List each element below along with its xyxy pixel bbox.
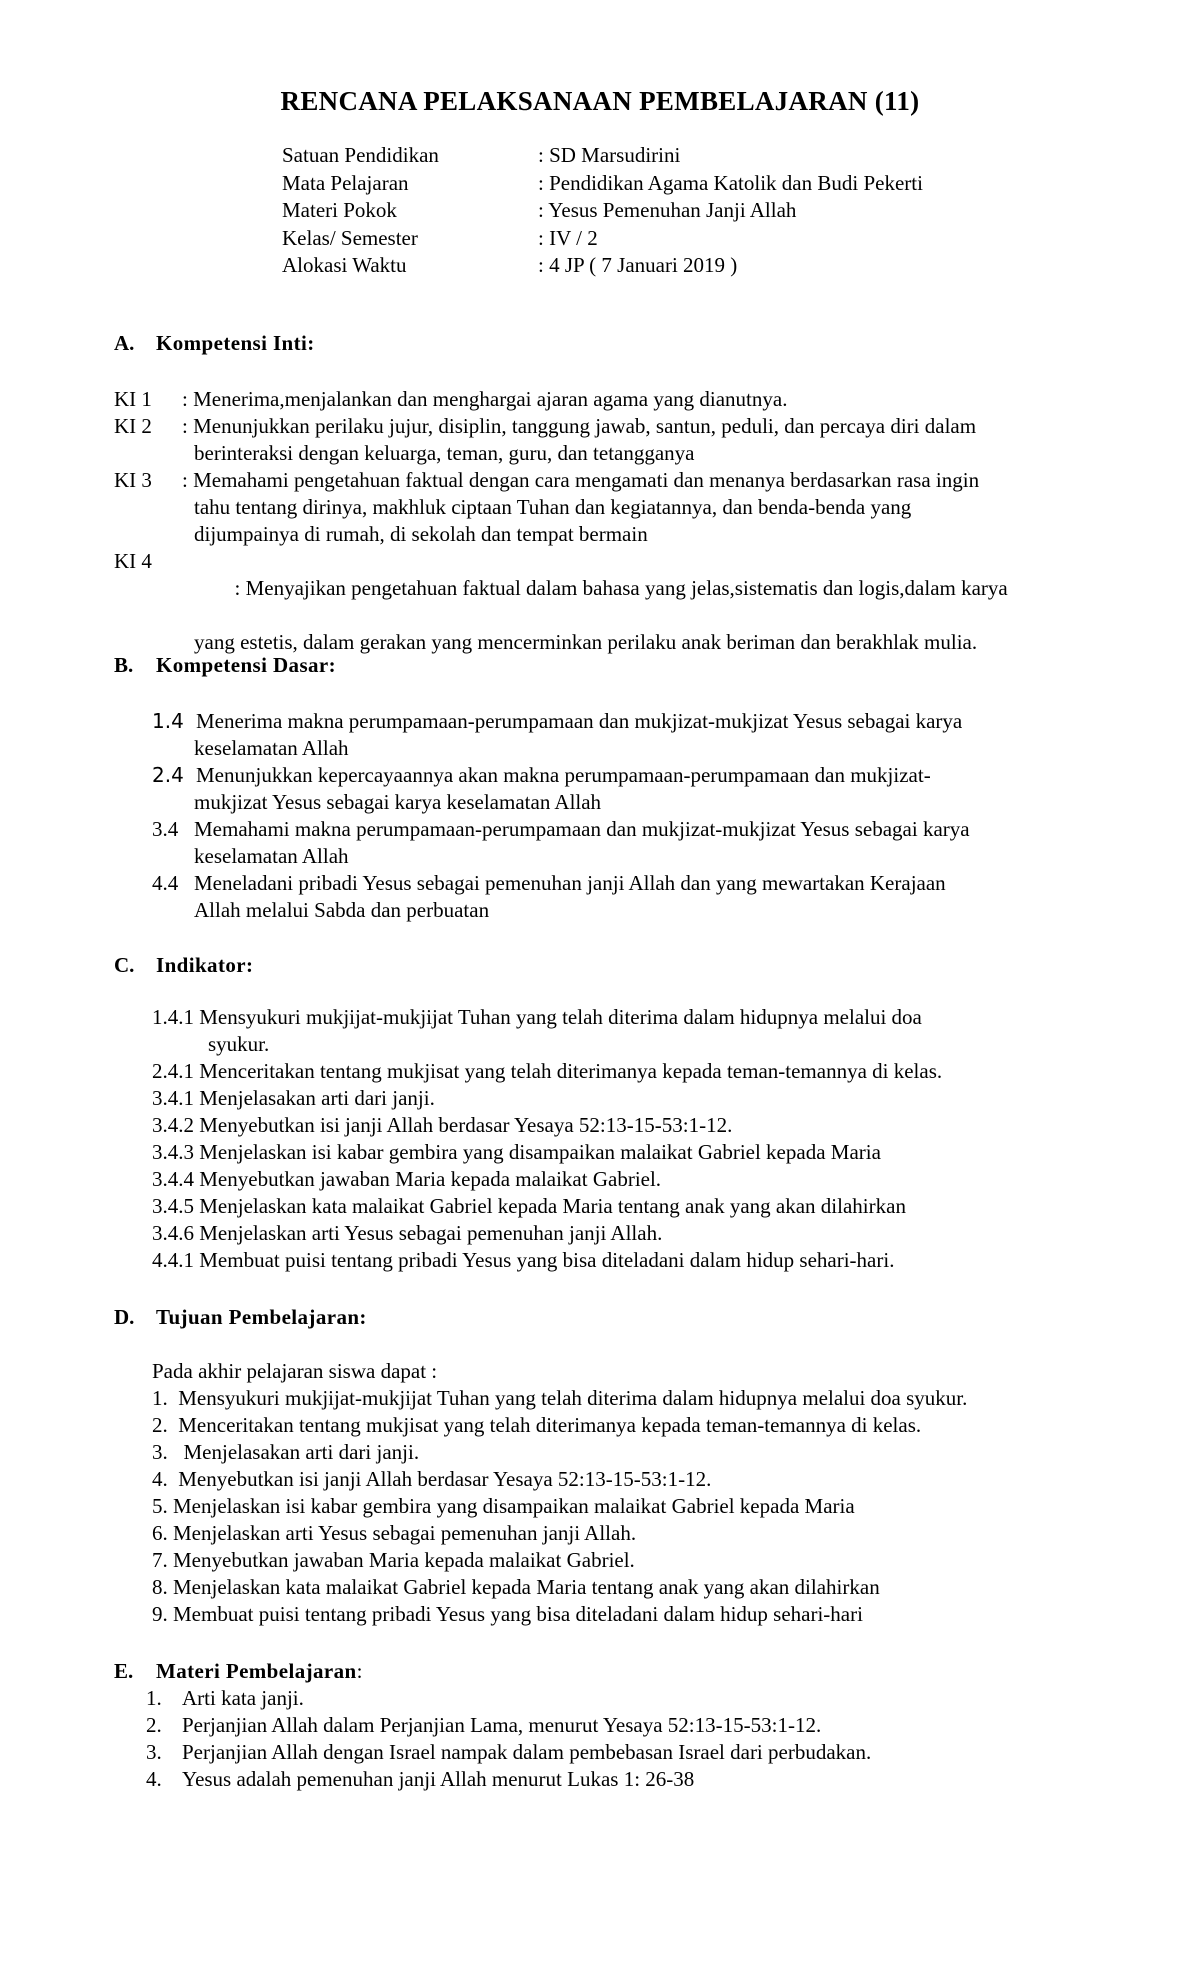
ki-line: dijumpainya di rumah, di sekolah dan tempat bermain — [194, 522, 648, 546]
ki-code: KI 4 — [114, 549, 152, 573]
kd-number: 2.4 — [152, 763, 184, 787]
kd-number: 1.4 — [152, 709, 184, 733]
document-title: RENCANA PELAKSANAAN PEMBELAJARAN (11) — [280, 86, 920, 116]
identity-label: Alokasi Waktu — [282, 253, 407, 277]
ki-item — [114, 413, 1094, 467]
kd-line: Meneladani pribadi Yesus sebagai pemenuhan janji Allah dan yang mewartakan Kerajaan — [194, 871, 946, 895]
section-letter: B. — [114, 653, 134, 677]
kd-line: keselamatan Allah — [194, 844, 349, 868]
indikator-item — [152, 1166, 1102, 1193]
tujuan-item: 3. Menjelasakan arti dari janji. — [152, 1440, 420, 1464]
materi-number: 4. — [146, 1767, 162, 1791]
indikator-item — [152, 1193, 1102, 1220]
kd-item — [152, 762, 1102, 816]
section-heading-b — [114, 652, 336, 679]
identity-row — [282, 225, 1042, 253]
section-heading-d — [114, 1304, 367, 1331]
identity-table — [282, 142, 1042, 280]
kd-line: mukjizat Yesus sebagai karya keselamatan Allah — [194, 790, 602, 814]
materi-text: Perjanjian Allah dengan Israel nampak dalam pembebasan Israel dari perbudakan. — [182, 1740, 872, 1764]
kd-line: Menerima makna perumpamaan-perumpamaan dan mukjizat-mukjizat Yesus sebagai karya — [196, 709, 963, 733]
identity-label: Mata Pelajaran — [282, 170, 409, 195]
indikator-line: 2.4.1 Menceritakan tentang mukjisat yang telah diterimanya kepada teman-temannya di kelas. — [152, 1059, 943, 1083]
indikator-item — [152, 1112, 1102, 1139]
indikator-item — [152, 1220, 1102, 1247]
materi-item — [146, 1739, 1096, 1766]
section-title: Indikator: — [156, 953, 254, 977]
identity-value: : 4 JP ( 7 Januari 2019 ) — [538, 253, 738, 277]
kd-item — [152, 870, 1102, 924]
identity-label: Satuan Pendidikan — [282, 143, 439, 167]
tujuan-item: 1. Mensyukuri mukjijat-mukjijat Tuhan yang telah diterima dalam hidupnya melalui doa syukur. — [152, 1386, 968, 1410]
kd-line: keselamatan Allah — [194, 736, 349, 760]
materi-text: Perjanjian Allah dalam Perjanjian Lama, menurut Yesaya 52:13-15-53:1-12. — [182, 1713, 822, 1737]
tujuan-list — [152, 1358, 1102, 1628]
materi-item — [146, 1712, 1096, 1739]
indikator-item — [152, 1004, 1102, 1058]
materi-text: Arti kata janji. — [182, 1686, 304, 1710]
section-title: Tujuan Pembelajaran: — [156, 1305, 367, 1329]
section-title-suffix: : — [356, 1659, 363, 1683]
kd-line: Allah melalui Sabda dan perbuatan — [194, 898, 490, 922]
materi-number: 1. — [146, 1686, 162, 1710]
ki-code: KI 3 — [114, 468, 152, 492]
ki-line: : Memahami pengetahuan faktual dengan cara mengamati dan menanya berdasarkan rasa ingin — [182, 468, 980, 492]
ki-item — [114, 548, 1094, 710]
tujuan-item: 2. Menceritakan tentang mukjisat yang telah diterimanya kepada teman-temannya di kelas. — [152, 1413, 922, 1437]
identity-row — [282, 142, 1042, 170]
kd-item — [152, 816, 1102, 870]
materi-item — [146, 1766, 1096, 1793]
indikator-line: 3.4.5 Menjelaskan kata malaikat Gabriel kepada Maria tentang anak yang akan dilahirkan — [152, 1194, 906, 1218]
indikator-line: 1.4.1 Mensyukuri mukjijat-mukjijat Tuhan yang telah diterima dalam hidupnya melalui doa — [152, 1005, 922, 1029]
section-letter: D. — [114, 1305, 135, 1329]
section-heading-c — [114, 952, 253, 979]
tujuan-item: 9. Membuat puisi tentang pribadi Yesus yang bisa diteladani dalam hidup sehari-hari — [152, 1602, 863, 1626]
indikator-line: 3.4.2 Menyebutkan isi janji Allah berdasar Yesaya 52:13-15-53:1-12. — [152, 1113, 733, 1137]
indikator-line: 3.4.6 Menjelaskan arti Yesus sebagai pemenuhan janji Allah. — [152, 1221, 663, 1245]
indikator-item — [152, 1139, 1102, 1166]
section-letter: E. — [114, 1659, 134, 1683]
ki-line: yang estetis, dalam gerakan yang mencerminkan perilaku anak beriman dan berakhlak mulia. — [194, 630, 978, 654]
indikator-line: 3.4.1 Menjelasakan arti dari janji. — [152, 1086, 435, 1110]
materi-list — [146, 1685, 1096, 1793]
ki-code: KI 1 — [114, 387, 152, 411]
kompetensi-dasar-list — [152, 708, 1102, 924]
identity-value: : SD Marsudirini — [538, 143, 681, 167]
indikator-line: 3.4.3 Menjelaskan isi kabar gembira yang disampaikan malaikat Gabriel kepada Maria — [152, 1140, 881, 1164]
kd-line: Memahami makna perumpamaan-perumpamaan dan mukjizat-mukjizat Yesus sebagai karya — [194, 817, 970, 841]
section-title: Kompetensi Dasar: — [156, 653, 337, 677]
kd-number: 3.4 — [152, 817, 179, 841]
materi-number: 3. — [146, 1740, 162, 1764]
identity-label: Materi Pokok — [282, 198, 397, 222]
identity-row — [282, 252, 1042, 280]
materi-text: Yesus adalah pemenuhan janji Allah menurut Lukas 1: 26-38 — [182, 1767, 695, 1791]
tujuan-item: 8. Menjelaskan kata malaikat Gabriel kepada Maria tentang anak yang akan dilahirkan — [152, 1575, 880, 1599]
ki-line: berinteraksi dengan keluarga, teman, guru, dan tetangganya — [194, 441, 695, 465]
section-letter: C. — [114, 953, 135, 977]
ki-line: : Menyajikan pengetahuan faktual dalam bahasa yang jelas,sistematis dan logis,dalam karya — [224, 576, 1008, 600]
section-title — [156, 1658, 363, 1685]
section-letter: A. — [114, 331, 135, 355]
indikator-list — [152, 1004, 1102, 1274]
ki-line: : Menunjukkan perilaku jujur, disiplin, tanggung jawab, santun, peduli, dan percaya diri dalam — [182, 414, 977, 438]
indikator-item — [152, 1247, 1102, 1274]
materi-number: 2. — [146, 1713, 162, 1737]
identity-row — [282, 170, 1042, 198]
materi-item — [146, 1685, 1096, 1712]
tujuan-item: 6. Menjelaskan arti Yesus sebagai pemenuhan janji Allah. — [152, 1521, 637, 1545]
kd-line: Menunjukkan kepercayaannya akan makna perumpamaan-perumpamaan dan mukjizat- — [196, 763, 931, 787]
identity-value: : IV / 2 — [538, 225, 598, 250]
section-title: Kompetensi Inti: — [156, 331, 315, 355]
indikator-line: syukur. — [208, 1032, 270, 1056]
kd-number: 4.4 — [152, 871, 179, 895]
section-heading-a — [114, 330, 315, 357]
identity-value: : Yesus Pemenuhan Janji Allah — [538, 198, 797, 222]
tujuan-intro: Pada akhir pelajaran siswa dapat : — [152, 1359, 438, 1383]
identity-value: : Pendidikan Agama Katolik dan Budi Pekerti — [538, 170, 923, 195]
ki-line: tahu tentang dirinya, makhluk ciptaan Tuhan dan kegiatannya, dan benda-benda yang — [194, 495, 912, 519]
ki-line: : Menerima,menjalankan dan menghargai ajaran agama yang dianutnya. — [182, 387, 788, 411]
identity-label: Kelas/ Semester — [282, 225, 418, 250]
ki-item — [114, 467, 1094, 548]
tujuan-item: 5. Menjelaskan isi kabar gembira yang disampaikan malaikat Gabriel kepada Maria — [152, 1494, 855, 1518]
section-heading-e — [114, 1658, 363, 1685]
tujuan-item: 4. Menyebutkan isi janji Allah berdasar Yesaya 52:13-15-53:1-12. — [152, 1467, 712, 1491]
indikator-line: 3.4.4 Menyebutkan jawaban Maria kepada malaikat Gabriel. — [152, 1167, 662, 1191]
tujuan-item: 7. Menyebutkan jawaban Maria kepada malaikat Gabriel. — [152, 1548, 635, 1572]
identity-row — [282, 197, 1042, 225]
indikator-item — [152, 1085, 1102, 1112]
ki-code: KI 2 — [114, 414, 152, 438]
kd-item — [152, 708, 1102, 762]
ki-item — [114, 386, 1094, 413]
section-title-text: Materi Pembelajaran — [156, 1659, 357, 1683]
indikator-item — [152, 1058, 1102, 1085]
indikator-line: 4.4.1 Membuat puisi tentang pribadi Yesus yang bisa diteladani dalam hidup sehari-hari. — [152, 1248, 895, 1272]
